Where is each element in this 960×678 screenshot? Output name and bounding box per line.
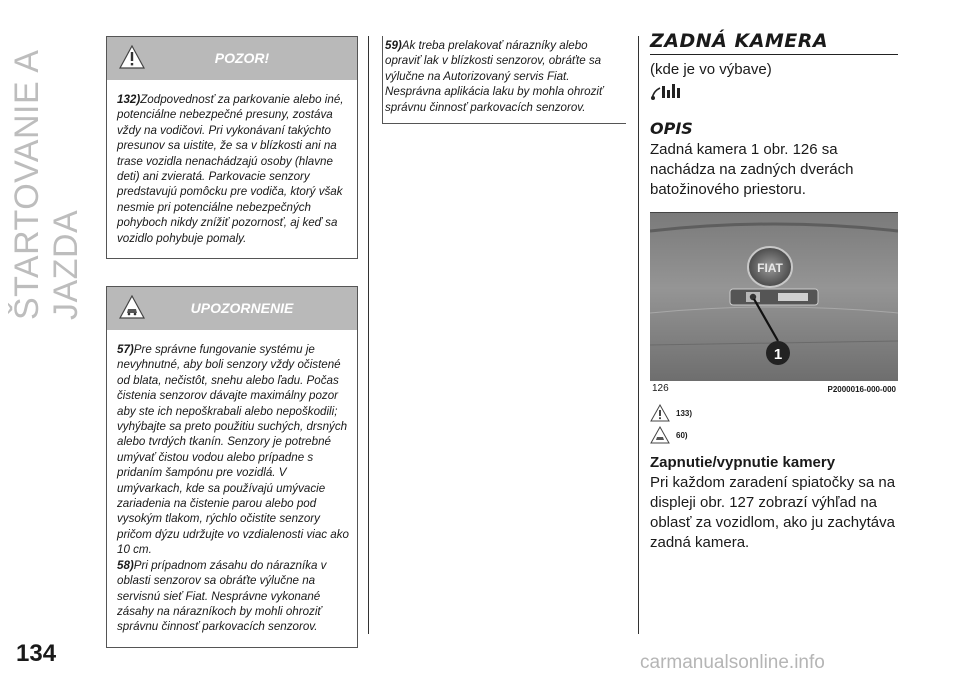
caution-box — [106, 286, 358, 648]
subsection-title: Zapnutie/vypnutie kamery — [650, 454, 836, 471]
figure-number: 126 — [652, 383, 669, 394]
warning-number: 132) — [117, 93, 141, 106]
caution-continuation — [382, 36, 627, 124]
opis-title: OPIS — [650, 119, 693, 138]
section-title: ZADNÁ KAMERA — [650, 30, 898, 55]
caution-box-header — [107, 287, 357, 330]
fiat-logo: FIAT — [757, 261, 783, 275]
callout-label: 1 — [773, 346, 783, 363]
column-divider — [638, 36, 639, 634]
caution-item-number: 57) — [117, 343, 134, 356]
caution-item-number: 58) — [117, 558, 134, 572]
figure-code: P2000016-000-000 — [827, 385, 896, 394]
reference-list — [650, 402, 898, 446]
caution-item-text: Ak treba prelakovať nárazníky alebo opraviť lak v blízkosti senzorov, obráťte sa výlučne na Autorizovaný servis Fiat. Nesprávna aplikácia laku by mohla ohroziť správnu činnosť parkovacích senzorov. — [385, 39, 604, 114]
caution-box-body — [107, 330, 357, 647]
caution-item-text: Pri prípadnom zásahu do nárazníka v oblasti senzorov sa obráťte výlučne na servisnú sieť Fiat. Nesprávne vykonané zásahy na nárazníkoch by mohli ohroziť správnu činnosť parkovacích senzorov. — [117, 558, 327, 634]
watermark: carmanualsonline.info — [640, 652, 825, 673]
warning-box — [106, 36, 358, 259]
reference-number: 60) — [676, 430, 688, 440]
caution-continuation-body — [383, 36, 627, 123]
subsection-text: Pri každom zaradení spiatočky sa na displeji obr. 127 zobrazí výhľad na oblasť za vozidlom, ako ju zachytáva zadná kamera. — [650, 474, 896, 551]
warning-box-body — [107, 80, 357, 258]
box-bottom-border — [382, 123, 626, 124]
reference-item — [650, 424, 898, 446]
caution-item-text: Pre správne fungovanie systému je nevyhnutné, aby boli senzory vždy očistené od blata, nečistôt, snehu alebo ľadu. Počas čistenia senzorov dávajte maximálny pozor aby ste ich nepoškrabali alebo nepoškodili; vyhýbajte sa preto použitiu suchých, drsných alebo tvrdých tkanín. Senzory je potrebné umývať čistou vodou alebo prípadne s pridaním šampónu pre vozidlá. V umývarkach, kde sa používajú umývacie zariadenia na čistenie parou alebo pod vysokým tlakom, rýchlo očistite senzory pričom dýzu udržujte vo vzdialenosti viac ako 10 cm. — [117, 343, 349, 557]
rear-camera-section — [650, 30, 898, 553]
opis-text: Zadná kamera 1 obr. 126 sa nachádza na zadných dverách batožinového priestoru. — [650, 141, 854, 198]
caution-item-number: 59) — [385, 39, 402, 52]
column-divider — [368, 36, 369, 634]
warning-triangle-icon — [650, 404, 670, 422]
warning-box-header — [107, 37, 357, 80]
reference-item — [650, 402, 898, 424]
car-caution-icon — [650, 426, 670, 444]
camera-option-icon — [650, 82, 684, 102]
rear-camera-illustration — [650, 213, 898, 381]
section-subtitle: (kde je vo výbave) — [650, 61, 772, 78]
warning-box-title: POZOR! — [214, 50, 270, 66]
page-number: 134 — [16, 640, 57, 667]
figure-126 — [650, 212, 898, 394]
warning-text: Zodpovednosť za parkovanie alebo iné, potenciálne nebezpečné presuny, zostáva vždy na vodičovi. Pri vykonávaní takýchto presunov sa uistite, že sa v blízkosti ani na trase vozidla nenachádzajú osoby (hlavne deti) ani zvieratá. Parkovacie senzory predstavujú pomôcku pre vodiča, ktorý však nesmie pri potenciálne nebezpečných pohyboch nikdy znížiť pozornosť, aj keď sa vozidlo pohybuje pomaly. — [117, 93, 344, 245]
caution-box-title: UPOZORNENIE — [190, 300, 294, 316]
section-side-title: ŠTARTOVANIE A JAZDA — [8, 51, 85, 320]
reference-number: 133) — [676, 408, 693, 418]
figure-caption — [650, 383, 898, 394]
